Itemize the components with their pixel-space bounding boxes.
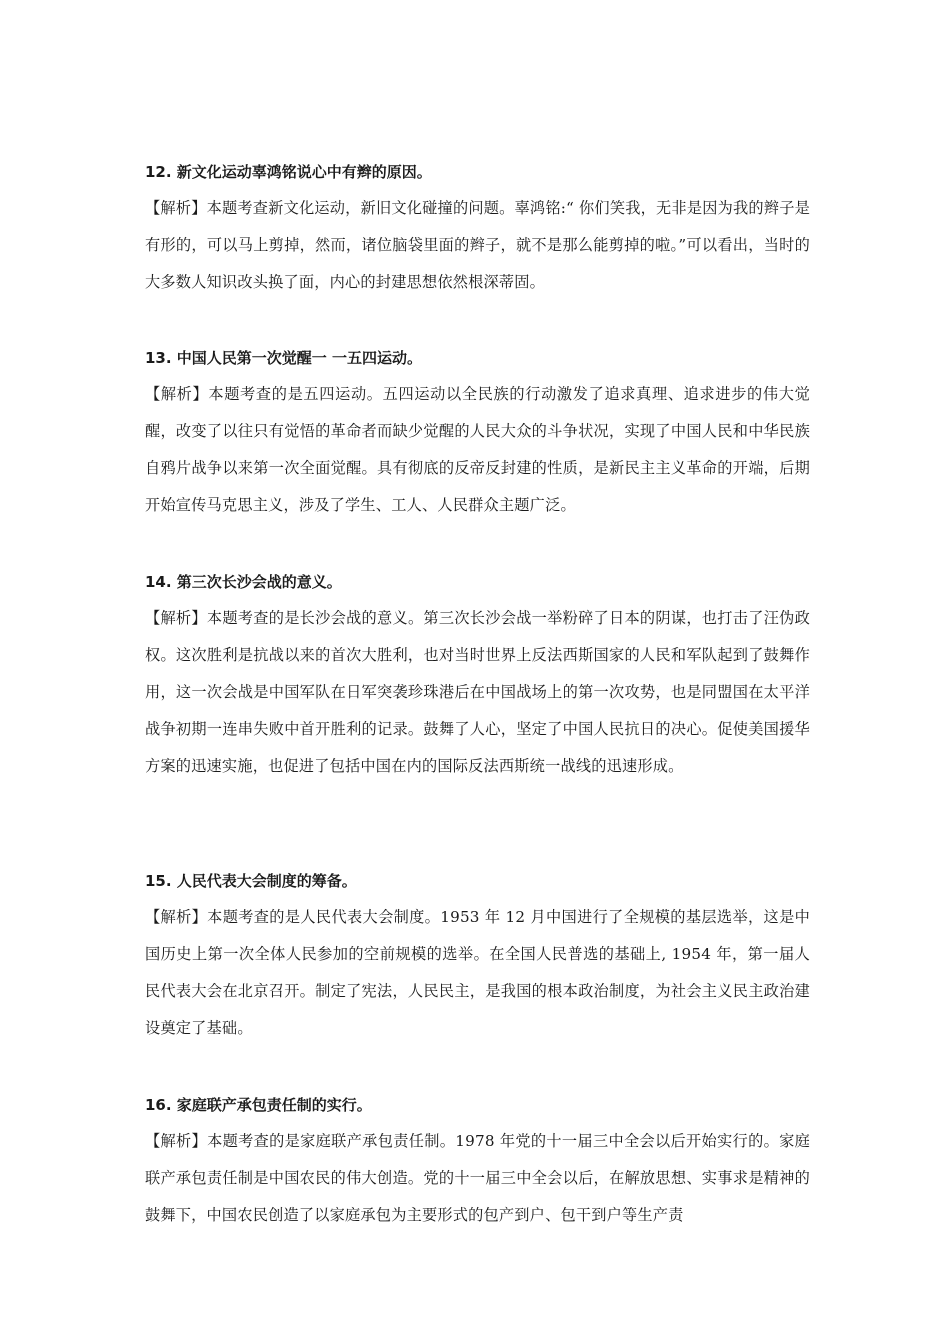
analysis-tag: 【解析】 xyxy=(145,609,207,627)
question-title: 15. 人民代表大会制度的筹备。 xyxy=(145,872,357,890)
question-16 xyxy=(145,1095,810,1234)
analysis-tag: 【解析】 xyxy=(145,385,209,403)
analysis-paragraph xyxy=(145,600,810,785)
question-title: 14. 第三次长沙会战的意义。 xyxy=(145,573,342,591)
analysis-tag: 【解析】 xyxy=(145,908,208,926)
question-15 xyxy=(145,871,810,1047)
analysis-text: 本题考查的是长沙会战的意义。第三次长沙会战一举粉碎了日本的阴谋，也打击了汪伪政权。这次胜利是抗战以来的首次大胜利，也对当时世界上反法西斯国家的人民和军队起到了鼓舞作用，这一次会战是中国军队在日军突袭珍珠港后在中国战场上的第一次攻势，也是同盟国在太平洋战争初期一连串失败中首开胜利的记录。鼓舞了人心，坚定了中国人民抗日的决心。促使美国援华方案的迅速实施，也促进了包括中国在内的国际反法西斯统一战线的迅速形成。 xyxy=(145,609,810,775)
analysis-paragraph xyxy=(145,376,810,524)
analysis-text: 本题考查的是人民代表大会制度。1953 年 12 月中国进行了全规模的基层选举，这是中国历史上第一次全体人民参加的空前规模的选举。在全国人民普选的基础上, 1954 年，第一届人民代表大会在北京召开。制定了宪法，人民民主，是我国的根本政治制度，为社会主义民主政治建设奠定了基础。 xyxy=(145,908,810,1037)
analysis-text: 本题考查的是家庭联产承包责任制。1978 年党的十一届三中全会以后开始实行的。家庭联产承包责任制是中国农民的伟大创造。党的十一届三中全会以后，在解放思想、实事求是精神的鼓舞下，中国农民创造了以家庭承包为主要形式的包产到户、包干到户等生产责 xyxy=(145,1132,810,1224)
question-13 xyxy=(145,348,810,524)
analysis-text: 本题考查的是五四运动。五四运动以全民族的行动激发了追求真理、追求进步的伟大觉醒，改变了以往只有觉悟的革命者而缺少觉醒的人民大众的斗争状况，实现了中国人民和中华民族自鸦片战争以来第一次全面觉醒。具有彻底的反帝反封建的性质，是新民主主义革命的开端，后期开始宣传马克思主义，涉及了学生、工人、人民群众主题广泛。 xyxy=(145,385,810,514)
question-title: 16. 家庭联产承包责任制的实行。 xyxy=(145,1096,372,1114)
analysis-paragraph xyxy=(145,190,810,301)
question-title: 12. 新文化运动辜鸿铭说心中有辫的原因。 xyxy=(145,163,432,181)
analysis-paragraph xyxy=(145,899,810,1047)
question-title: 13. 中国人民第一次觉醒一 一五四运动。 xyxy=(145,349,423,367)
analysis-paragraph xyxy=(145,1123,810,1234)
question-12 xyxy=(145,162,810,301)
analysis-text: 本题考查新文化运动，新旧文化碰撞的问题。辜鸿铭:“ 你们笑我，无非是因为我的辫子是有形的，可以马上剪掉，然而，诸位脑袋里面的辫子，就不是那么能剪掉的啦。”可以看出，当时的大多数人知识改头换了面，内心的封建思想依然根深蒂固。 xyxy=(145,199,810,291)
question-14 xyxy=(145,572,810,785)
analysis-tag: 【解析】 xyxy=(145,1132,208,1150)
analysis-tag: 【解析】 xyxy=(145,199,207,217)
